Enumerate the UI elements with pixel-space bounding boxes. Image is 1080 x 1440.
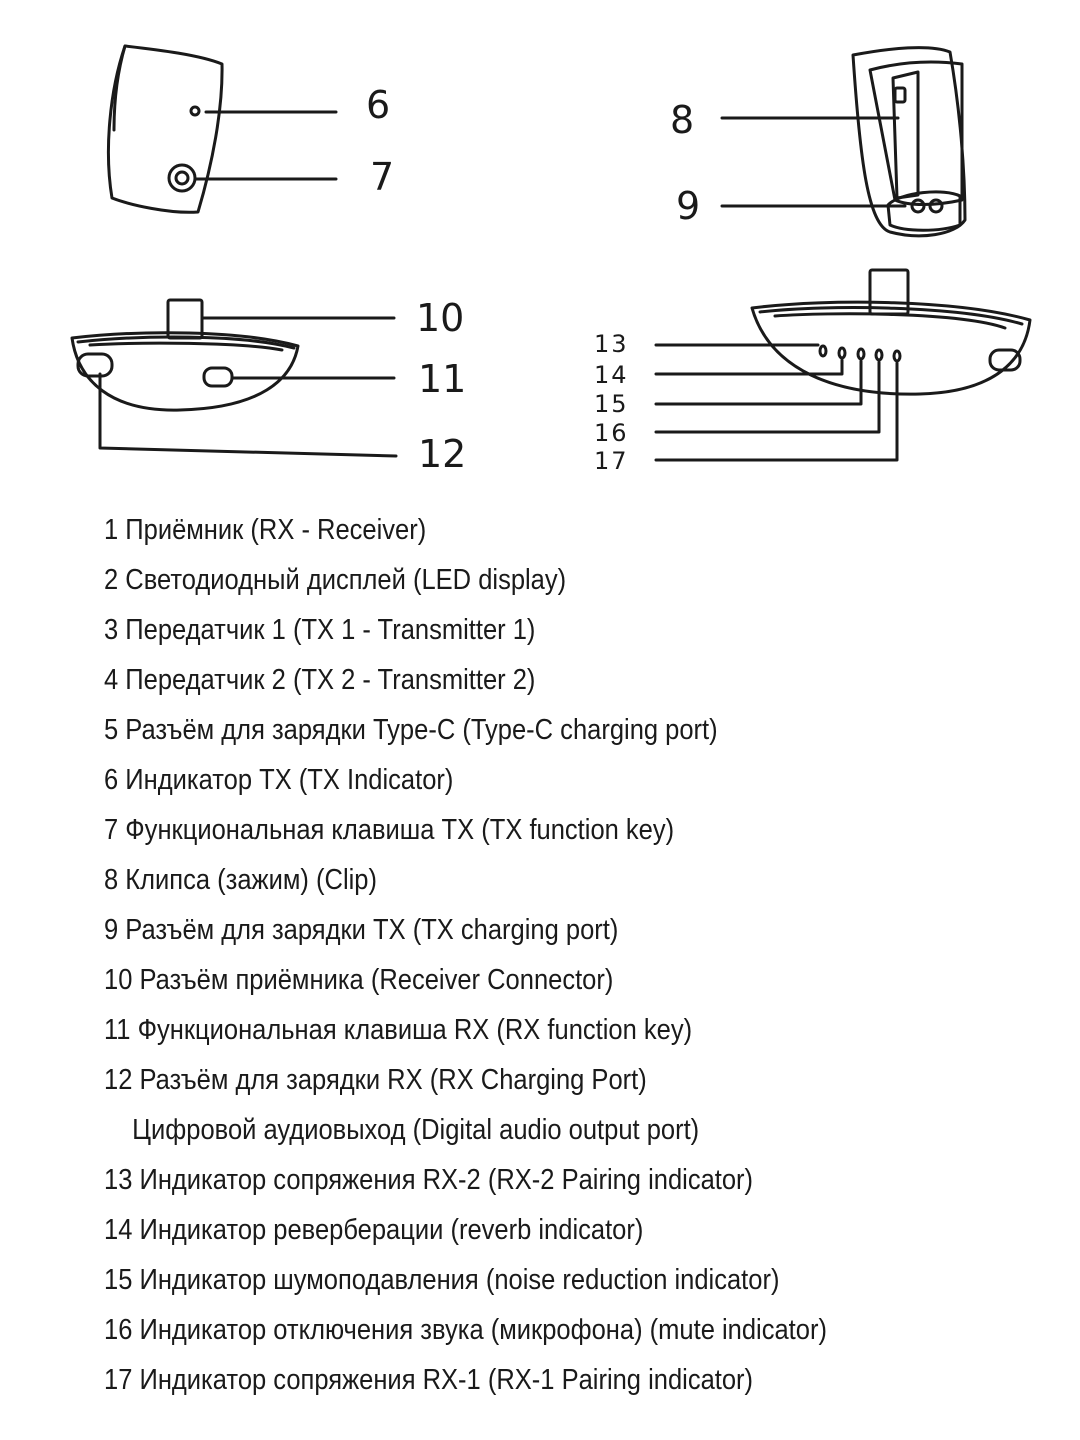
callout-17: 17 <box>594 447 629 475</box>
leader-line-14 <box>656 360 842 374</box>
legend-item: 5 Разъём для зарядки Type-C (Type-C charging port) <box>104 714 718 746</box>
callout-10: 10 <box>416 296 465 340</box>
callout-8: 8 <box>670 98 695 142</box>
legend-item-continuation: Цифровой аудиовыход (Digital audio output port) <box>132 1114 700 1146</box>
legend-item: 16 Индикатор отключения звука (микрофона) (mute indicator) <box>104 1314 827 1346</box>
legend-item: 11 Функциональная клавиша RX (RX function key) <box>104 1014 693 1046</box>
callout-12: 12 <box>418 432 467 476</box>
legend-item: 7 Функциональная клавиша TX (TX function key) <box>104 814 675 846</box>
legend-item: 17 Индикатор сопряжения RX-1 (RX-1 Pairing indicator) <box>104 1364 754 1396</box>
legend-item: 8 Клипса (зажим) (Clip) <box>104 864 377 896</box>
legend-item: 15 Индикатор шумоподавления (noise reduction indicator) <box>104 1264 780 1296</box>
legend-item: 2 Светодиодный дисплей (LED display) <box>104 564 567 596</box>
callout-6: 6 <box>366 83 391 127</box>
led-16 <box>876 350 882 360</box>
led-13 <box>820 346 826 356</box>
device-diagram <box>0 0 1080 500</box>
legend-item: 1 Приёмник (RX - Receiver) <box>104 514 427 546</box>
transmitter-front-drawing <box>108 46 222 212</box>
callout-9: 9 <box>676 184 701 228</box>
tx-charging-port-right <box>930 200 942 212</box>
legend-item: 13 Индикатор сопряжения RX-2 (RX-2 Pairing indicator) <box>104 1164 754 1196</box>
tx-indicator-light <box>191 107 199 115</box>
legend-item: 6 Индикатор TX (TX Indicator) <box>104 764 454 796</box>
parts-legend <box>104 505 1044 1405</box>
callout-13: 13 <box>594 330 629 358</box>
led-15 <box>858 349 864 359</box>
legend-item: 9 Разъём для зарядки TX (TX charging port) <box>104 914 619 946</box>
legend-item: 14 Индикатор реверберации (reverb indicator) <box>104 1214 644 1246</box>
tx-function-key <box>169 165 195 191</box>
leader-line-12 <box>100 374 396 456</box>
led-14 <box>839 348 845 358</box>
callout-15: 15 <box>594 390 629 418</box>
led-17 <box>894 351 900 361</box>
rx-function-key <box>204 368 232 386</box>
legend-item: 4 Передатчик 2 (TX 2 - Transmitter 2) <box>104 664 536 696</box>
callout-14: 14 <box>594 361 629 389</box>
callout-7: 7 <box>370 155 395 199</box>
callout-11: 11 <box>418 357 467 401</box>
callout-16: 16 <box>594 419 629 447</box>
legend-item: 12 Разъём для зарядки RX (RX Charging Port) <box>104 1064 647 1096</box>
legend-item: 3 Передатчик 1 (TX 1 - Transmitter 1) <box>104 614 536 646</box>
tx-charging-port-left <box>912 200 924 212</box>
transmitter-back-drawing <box>853 48 965 236</box>
legend-item: 10 Разъём приёмника (Receiver Connector) <box>104 964 614 996</box>
